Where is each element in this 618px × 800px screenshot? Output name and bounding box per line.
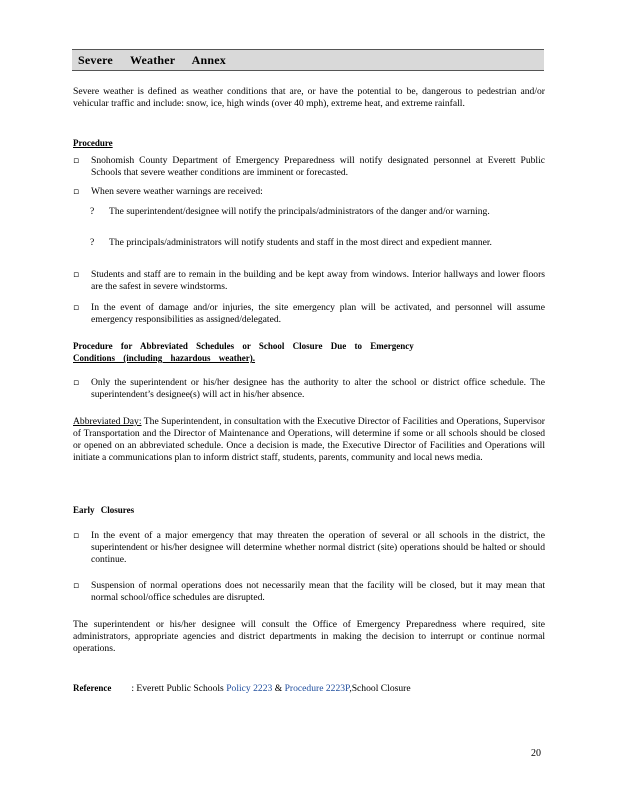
list-item-text: Only the superintendent or his/her designee has the authority to alter the school or district office schedule. The superintendent’s designee(s) will act in his/her absence. bbox=[91, 377, 545, 400]
square-bullet-icon: ▫ bbox=[73, 303, 80, 313]
reference-label: Reference bbox=[73, 683, 112, 693]
procedure-heading: Procedure bbox=[73, 138, 113, 148]
abbreviated-heading bbox=[73, 340, 545, 364]
section-title: Severe Weather Annex bbox=[78, 53, 226, 67]
page-number: 20 bbox=[531, 748, 541, 759]
sub-bullet-mark: ? bbox=[90, 206, 95, 217]
list-item-text: When severe weather warnings are received: bbox=[91, 186, 263, 197]
sub-list-item-text: The principals/administrators will notify students and staff in the most direct and expedient manner. bbox=[109, 237, 492, 248]
abbreviated-day-paragraph bbox=[73, 416, 545, 464]
reference-suffix: ,School Closure bbox=[349, 683, 411, 694]
abbreviated-heading-line1: Procedure for Abbreviated Schedules or School Closure Due to Emergency bbox=[73, 341, 414, 351]
square-bullet-icon: ▫ bbox=[73, 187, 80, 197]
sub-list-item-text: The superintendent/designee will notify the principals/administrators of the danger and/or warning. bbox=[109, 206, 490, 217]
abbreviated-day-label: Abbreviated Day: bbox=[73, 416, 142, 427]
procedure-link[interactable]: Procedure 2223P bbox=[284, 683, 350, 694]
section-header-bar bbox=[72, 49, 544, 71]
abbreviated-heading-line2: Conditions (including hazardous weather). bbox=[73, 353, 256, 363]
reference-prefix: : Everett Public Schools bbox=[131, 683, 227, 694]
list-item-text: Students and staff are to remain in the building and be kept away from windows. Interior hallways and lower floors are the safest in severe windstorms. bbox=[91, 269, 545, 292]
list-item-text: Suspension of normal operations does not necessarily mean that the facility will be closed, but it may mean that normal school/office schedules are disrupted. bbox=[91, 580, 545, 603]
intro-paragraph: Severe weather is defined as weather conditions that are, or have the potential to be, dangerous to pedestrian and/or vehicular traffic and include: snow, ice, high winds (over 40 mph), extreme heat, and extreme rainfall. bbox=[73, 86, 545, 109]
list-item-text: In the event of a major emergency that may threaten the operation of several or all schools in the district, the superintendent or his/her designee will determine whether normal district (site) operations should be halted or should continue. bbox=[91, 530, 545, 565]
closing-paragraph: The superintendent or his/her designee will consult the Office of Emergency Preparedness where required, site administrators, appropriate agencies and district departments in making the decision to interrupt or continue normal operations. bbox=[73, 619, 545, 654]
reference-amp: & bbox=[272, 683, 285, 694]
square-bullet-icon: ▫ bbox=[73, 270, 80, 280]
abbreviated-day-text: The Superintendent, in consultation with the Executive Director of Facilities and Operations, Supervisor of Transportation and the Director of Maintenance and Operations, will determine if some or all schools should be closed or opened on an abbreviated schedule. Once a decision is made, the Executive Director of Facilities and Operations will initiate a communications plan to inform district staff, students, parents, community and local news media. bbox=[73, 416, 545, 463]
early-closures-heading: Early Closures bbox=[73, 505, 135, 515]
sub-bullet-mark: ? bbox=[90, 237, 95, 248]
list-item-text: Snohomish County Department of Emergency Preparedness will notify designated personnel at Everett Public Schools that severe weather conditions are imminent or forecasted. bbox=[91, 155, 545, 178]
list-item-text: In the event of damage and/or injuries, the site emergency plan will be activated, and personnel will assume emergency responsibilities as assigned/delegated. bbox=[91, 302, 545, 325]
square-bullet-icon: ▫ bbox=[73, 581, 80, 591]
policy-link[interactable]: Policy 2223 bbox=[226, 683, 273, 694]
reference-line bbox=[73, 682, 545, 695]
square-bullet-icon: ▫ bbox=[73, 531, 80, 541]
square-bullet-icon: ▫ bbox=[73, 378, 80, 388]
square-bullet-icon: ▫ bbox=[73, 156, 80, 166]
